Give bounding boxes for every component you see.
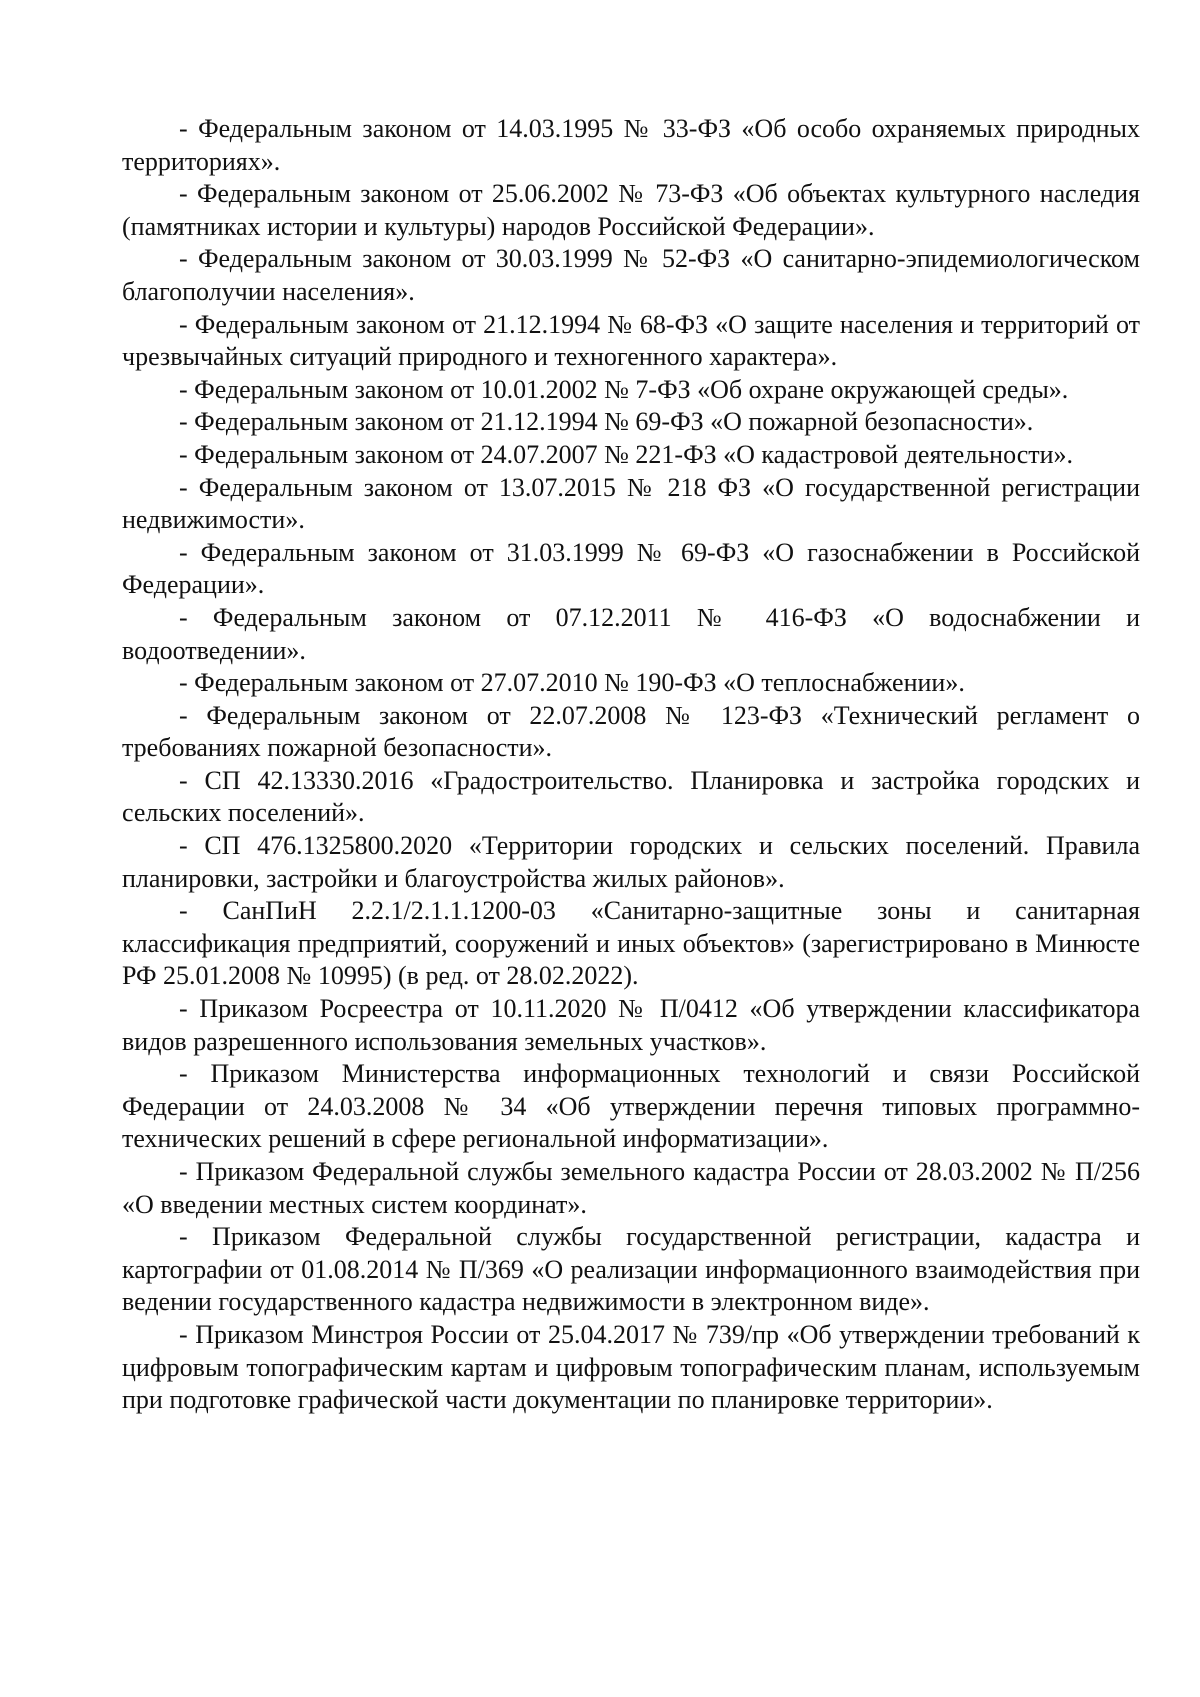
list-item: - Федеральным законом от 07.12.2011 № 416-ФЗ «О водоснабжении и водоотведении». xyxy=(122,602,1140,665)
list-item: - Федеральным законом от 13.07.2015 № 218 ФЗ «О государственной регистрации недвижимости». xyxy=(122,472,1140,535)
list-item: - Приказом Минстроя России от 25.04.2017 № 739/пр «Об утверждении требований к цифровым топографическим картам и цифровым топографическим планам, используемым при подготовке графической части документации по планировке территории». xyxy=(122,1319,1140,1415)
list-item: - Приказом Федеральной службы государственной регистрации, кадастра и картографии от 01.08.2014 № П/369 «О реализации информационного взаимодействия при ведении государственного кадастра недвижимости в электронном виде». xyxy=(122,1222,1140,1317)
list-item: - Федеральным законом от 22.07.2008 № 123-ФЗ «Технический регламент о требованиях пожарной безопасности». xyxy=(122,700,1140,763)
list-item: - Федеральным законом от 25.06.2002 № 73-ФЗ «Об объектах культурного наследия (памятниках истории и культуры) народов Российской Федерации». xyxy=(122,179,1140,241)
list-item: - Федеральным законом от 31.03.1999 № 69-ФЗ «О газоснабжении в Российской Федерации». xyxy=(122,537,1140,600)
list-item: - Федеральным законом от 21.12.1994 № 68-ФЗ «О защите населения и территорий от чрезвычайных ситуаций природного и техногенного характера». xyxy=(122,309,1140,372)
list-item: - Федеральным законом от 24.07.2007 № 221-ФЗ «О кадастровой деятельности». xyxy=(179,439,1074,469)
list-item: - Федеральным законом от 21.12.1994 № 69-ФЗ «О пожарной безопасности». xyxy=(179,407,1034,437)
list-item: - Приказом Федеральной службы земельного кадастра России от 28.03.2002 № П/256 «О введении местных систем координат». xyxy=(122,1157,1140,1219)
list-item: - Федеральным законом от 10.01.2002 № 7-ФЗ «Об охране окружающей среды». xyxy=(179,374,1069,404)
list-item: - Федеральным законом от 27.07.2010 № 190-ФЗ «О теплоснабжении». xyxy=(179,668,965,698)
list-item: - СП 476.1325800.2020 «Территории городских и сельских поселений. Правила планировки, застройки и благоустройства жилых районов». xyxy=(122,831,1140,893)
list-item: - СП 42.13330.2016 «Градостроительство. Планировка и застройка городских и сельских поселений». xyxy=(122,765,1140,828)
list-item: - Приказом Росреестра от 10.11.2020 № П/0412 «Об утверждении классификатора видов разрешенного использования земельных участков». xyxy=(122,994,1140,1056)
list-item: - Федеральным законом от 14.03.1995 № 33-ФЗ «Об особо охраняемых природных территориях». xyxy=(122,114,1140,176)
list-item: - СанПиН 2.2.1/2.1.1.1200-03 «Санитарно-защитные зоны и санитарная классификация предприятий, сооружений и иных объектов» (зарегистрировано в Минюсте РФ 25.01.2008 № 10995) (в ред. от 28.02.2022). xyxy=(122,896,1140,991)
regulatory-list xyxy=(122,113,1140,1417)
list-item: - Приказом Министерства информационных технологий и связи Российской Федерации от 24.03.2008 № 34 «Об утверждении перечня типовых программно-технических решений в сфере региональной информатизации». xyxy=(122,1059,1140,1154)
list-item: - Федеральным законом от 30.03.1999 № 52-ФЗ «О санитарно-эпидемиологическом благополучии населения». xyxy=(122,244,1140,306)
